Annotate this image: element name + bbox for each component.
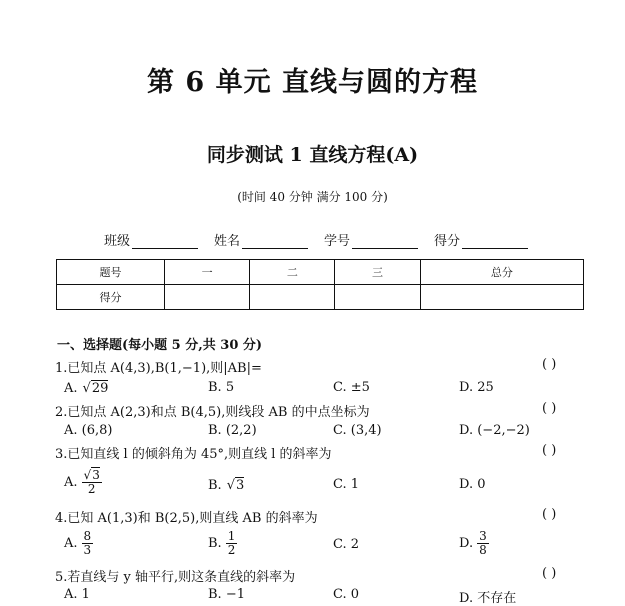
score-field[interactable] <box>434 230 528 249</box>
score-label: 得分 <box>434 234 461 249</box>
answer-blank-1[interactable]: ( ) <box>542 357 557 372</box>
class-blank[interactable] <box>132 235 198 249</box>
time-info: (时间 40 分钟 满分 100 分) <box>237 190 388 204</box>
sqrt-icon: √ <box>83 468 92 482</box>
radicand: 29 <box>91 381 109 396</box>
score-table <box>56 259 584 310</box>
score-cell[interactable] <box>165 285 250 310</box>
option-label: B. <box>208 477 222 493</box>
name-blank[interactable] <box>242 235 308 249</box>
answer-blank-2[interactable]: ( ) <box>542 401 557 416</box>
fraction-denominator: 2 <box>227 543 236 557</box>
answer-blank-5[interactable]: ( ) <box>542 566 557 581</box>
sqrt-icon: √ <box>226 477 235 493</box>
fraction-numerator: 3 <box>479 529 487 543</box>
q2-option-c[interactable]: C. (3,4) <box>333 423 382 438</box>
q5-option-b[interactable]: B. −1 <box>208 587 245 602</box>
fraction <box>477 530 489 557</box>
fraction-denominator: 3 <box>83 543 92 557</box>
score-table-score-row <box>57 285 584 310</box>
score-cell[interactable] <box>250 285 335 310</box>
class-label: 班级 <box>104 234 131 249</box>
option-label: B. <box>208 536 222 551</box>
section-heading: 一、选择题(每小题 5 分,共 30 分) <box>57 338 263 353</box>
q4-option-c[interactable]: C. 2 <box>333 537 360 552</box>
score-table-header: 二 <box>250 260 335 285</box>
option-label: A. <box>64 475 78 490</box>
q1-option-b[interactable]: B. 5 <box>208 380 235 395</box>
name-label: 姓名 <box>214 234 241 249</box>
student-id-label: 学号 <box>324 234 351 249</box>
score-cell[interactable] <box>335 285 420 310</box>
fraction <box>82 530 94 557</box>
answer-blank-3[interactable]: ( ) <box>542 443 557 458</box>
fraction-denominator: 2 <box>87 482 96 496</box>
fraction-denominator: 8 <box>479 543 487 557</box>
option-label: A. <box>64 536 78 551</box>
student-id-field[interactable] <box>324 230 418 249</box>
student-id-blank[interactable] <box>352 235 418 249</box>
score-table-header: 总分 <box>420 260 583 285</box>
unit-title: 第 6 单元 直线与圆的方程 <box>147 67 478 98</box>
q2-option-a[interactable]: A. (6,8) <box>64 423 113 438</box>
q2-option-b[interactable]: B. (2,2) <box>208 423 257 438</box>
score-row-label: 得分 <box>57 285 165 310</box>
test-title: 同步测试 1 直线方程(A) <box>206 144 419 166</box>
answer-blank-4[interactable]: ( ) <box>542 507 557 522</box>
q3-option-a[interactable] <box>64 469 102 496</box>
q3-option-b[interactable] <box>208 477 244 493</box>
score-table-header-row <box>57 260 584 285</box>
radicand: 3 <box>235 478 245 493</box>
q3-option-c[interactable]: C. 1 <box>333 477 360 492</box>
question-4: 4.已知 A(1,3)和 B(2,5),则直线 AB 的斜率为 <box>55 511 318 526</box>
q4-option-d[interactable] <box>459 530 489 557</box>
radicand: 3 <box>92 468 100 482</box>
score-table-header: 三 <box>335 260 420 285</box>
q1-option-c[interactable]: C. ±5 <box>333 380 370 395</box>
fraction <box>82 469 102 496</box>
question-1: 1.已知点 A(4,3),B(1,−1),则|AB|= <box>55 361 262 376</box>
q4-option-a[interactable] <box>64 530 93 557</box>
fraction-numerator: 1 <box>227 529 236 543</box>
name-field[interactable] <box>214 230 308 249</box>
question-3: 3.已知直线 l 的倾斜角为 45°,则直线 l 的斜率为 <box>55 447 332 462</box>
score-blank[interactable] <box>462 235 528 249</box>
q5-option-a[interactable]: A. 1 <box>64 587 90 602</box>
q1-option-d[interactable]: D. 25 <box>459 380 494 395</box>
fraction <box>226 530 238 557</box>
q5-option-c[interactable]: C. 0 <box>333 587 360 602</box>
option-label: D. <box>459 536 474 551</box>
score-table-header: 一 <box>165 260 250 285</box>
q2-option-d[interactable]: D. (−2,−2) <box>459 423 530 438</box>
q4-option-b[interactable] <box>208 530 237 557</box>
score-cell[interactable] <box>420 285 583 310</box>
score-table-header: 题号 <box>57 260 165 285</box>
fraction-numerator: 8 <box>83 529 92 543</box>
question-2: 2.已知点 A(2,3)和点 B(4,5),则线段 AB 的中点坐标为 <box>55 405 370 420</box>
question-5: 5.若直线与 y 轴平行,则这条直线的斜率为 <box>55 570 296 585</box>
q5-option-d[interactable]: D. 不存在 <box>459 591 517 606</box>
fraction-numerator <box>82 469 102 483</box>
class-field[interactable] <box>104 230 198 249</box>
sqrt-icon: √ <box>82 380 91 396</box>
q3-option-d[interactable]: D. 0 <box>459 477 486 492</box>
q1-option-a[interactable] <box>64 380 108 396</box>
option-label: A. <box>64 380 78 396</box>
student-info-row <box>104 230 544 249</box>
